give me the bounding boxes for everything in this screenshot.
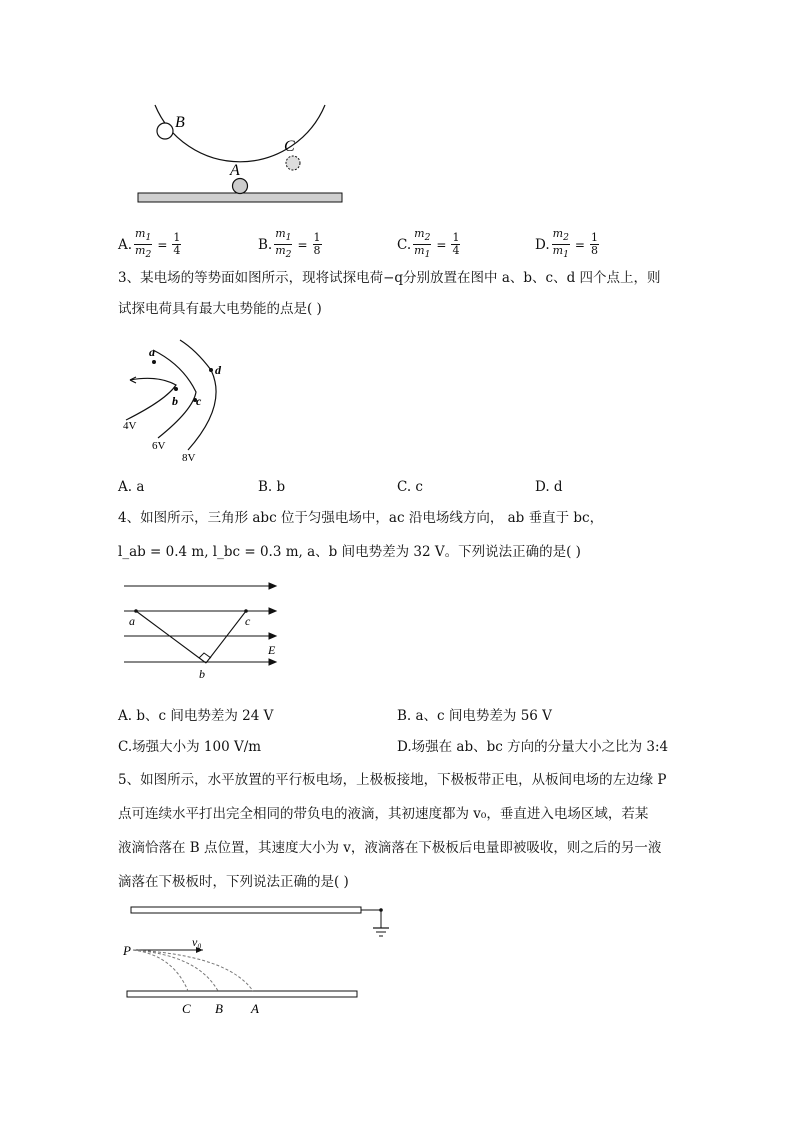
q5-stem-line3: 液滴恰落在 B 点位置，其速度大小为 v，液滴落在下极板后电量即被吸收，则之后的另一液 xyxy=(118,840,662,856)
q2-option-c[interactable]: C. $\frac{m_2}{m_1}$ = $\frac{1}{4}$ xyxy=(397,227,460,261)
q2-option-d[interactable]: D. $\frac{m_2}{m_1}$ = $\frac{1}{8}$ xyxy=(535,227,598,261)
svg-text:A: A xyxy=(251,1001,259,1016)
q3-option-a[interactable]: A. a xyxy=(118,479,145,495)
svg-text:d: d xyxy=(215,363,221,377)
svg-text:c: c xyxy=(245,614,251,628)
svg-text:B: B xyxy=(215,1001,223,1016)
q5-stem-line2: 点可连续水平打出完全相同的带负电的液滴，其初速度都为 v₀，垂直进入电场区域，若某 xyxy=(118,806,649,822)
svg-text:b: b xyxy=(172,394,178,408)
q2-option-a[interactable]: A. $\frac{m_1}{m_2}$ = $\frac{1}{4}$ xyxy=(118,227,181,261)
q3-stem-line2: 试探电荷具有最大电势能的点是( ) xyxy=(118,301,322,317)
q2-option-b[interactable]: B. $\frac{m_1}{m_2}$ = $\frac{1}{8}$ xyxy=(258,227,321,261)
q4-option-d[interactable]: D.场强在 ab、bc 方向的分量大小之比为 3:4 xyxy=(397,739,669,755)
svg-text:a: a xyxy=(149,345,155,359)
svg-text:v₀: v₀ xyxy=(192,935,202,949)
q3-option-b[interactable]: B. b xyxy=(258,479,286,495)
q3-stem-line1: 3、某电场的等势面如图所示，现将试探电荷−q分别放置在图中 a、b、c、d 四个点上，则 xyxy=(118,270,661,286)
ball-c xyxy=(286,156,300,170)
figure-field-triangle xyxy=(118,576,288,686)
svg-text:c: c xyxy=(196,394,202,408)
ball-a xyxy=(233,179,248,194)
svg-text:b: b xyxy=(199,667,205,681)
figure-equipotential xyxy=(118,335,248,470)
svg-text:E: E xyxy=(268,643,276,657)
label-a: A xyxy=(230,162,240,179)
q5-stem-line1: 5、如图所示，水平放置的平行板电场，上极板接地，下极板带正电，从板间电场的左边缘 P xyxy=(118,772,667,788)
label-c: C xyxy=(284,138,295,155)
q4-option-a[interactable]: A. b、c 间电势差为 24 V xyxy=(118,708,274,724)
svg-text:4V: 4V xyxy=(123,420,137,432)
q3-option-c[interactable]: C. c xyxy=(397,479,423,495)
svg-text:P: P xyxy=(123,943,131,958)
q4-stem-line2: l_ab = 0.4 m, l_bc = 0.3 m, a、b 间电势差为 32 V。下列说法正确的是( ) xyxy=(118,544,581,560)
q4-option-b[interactable]: B. a、c 间电势差为 56 V xyxy=(397,708,552,724)
q4-option-c[interactable]: C.场强大小为 100 V/m xyxy=(118,739,262,755)
figure-bowl xyxy=(130,100,360,210)
label-b: B xyxy=(175,114,185,131)
svg-text:a: a xyxy=(129,614,135,628)
ball-b xyxy=(157,123,173,139)
svg-text:6V: 6V xyxy=(152,440,166,452)
figure-parallel-plates xyxy=(118,900,398,1020)
q3-option-d[interactable]: D. d xyxy=(535,479,563,495)
q5-stem-line4: 滴落在下极板时，下列说法正确的是( ) xyxy=(118,874,349,890)
q4-stem-line1: 4、如图所示，三角形 abc 位于匀强电场中，ac 沿电场线方向， ab 垂直于 bc， xyxy=(118,510,604,526)
svg-text:8V: 8V xyxy=(182,452,196,464)
svg-text:C: C xyxy=(182,1001,191,1016)
